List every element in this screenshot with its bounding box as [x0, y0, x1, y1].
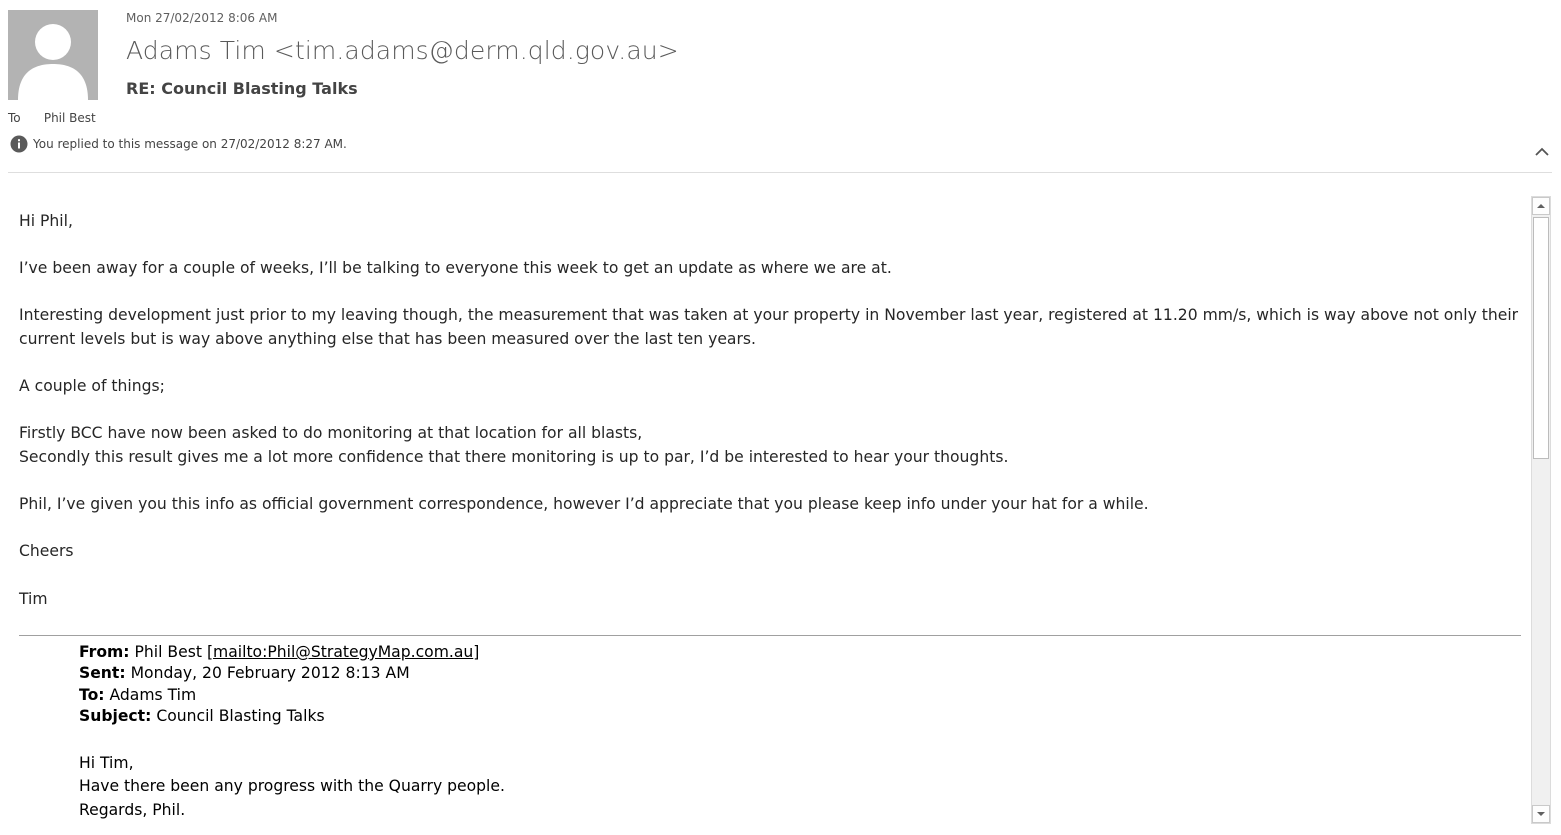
- to-label: To: [8, 111, 21, 125]
- chevron-up-icon[interactable]: [1533, 142, 1551, 160]
- quoted-from: [79, 642, 505, 663]
- paragraph-3: A couple of things;: [19, 377, 165, 396]
- bracket-open: [: [206, 643, 214, 661]
- paragraph-5: Phil, I’ve given you this info as official government correspondence, however I’d appreciate that you please keep info under your hat for a while.: [19, 495, 1149, 514]
- quoted-subject-label: Subject:: [79, 707, 152, 726]
- quoted-sent-label: Sent:: [79, 664, 126, 683]
- quoted-to-label: To:: [79, 685, 105, 704]
- quoted-sent: [79, 663, 505, 684]
- bracket-close: ]: [473, 643, 480, 661]
- info-icon: [10, 135, 28, 153]
- quoted-from-mailto-link[interactable]: mailto:Phil@StrategyMap.com.au: [213, 643, 474, 661]
- paragraph-4b: Secondly this result gives me a lot more confidence that there monitoring is up to par, I’d be interested to hear your thoughts.: [19, 447, 1009, 466]
- person-avatar-icon: [8, 10, 98, 100]
- quoted-message: [79, 642, 505, 822]
- reply-info-bar: [10, 135, 347, 153]
- quoted-body: [79, 752, 505, 823]
- closing: Cheers: [19, 542, 74, 561]
- quoted-from-name: Phil Best: [134, 643, 202, 661]
- quoted-subject-value: Council Blasting Talks: [156, 707, 325, 726]
- quoted-to-value: Adams Tim: [109, 685, 197, 704]
- sender-name[interactable]: Adams Tim <tim.adams@derm.qld.gov.au>: [126, 36, 679, 65]
- quoted-subject: [79, 706, 505, 727]
- quoted-to: [79, 685, 505, 706]
- quoted-line-2: Have there been any progress with the Quarry people.: [79, 777, 505, 796]
- scrollbar-thumb[interactable]: [1533, 217, 1549, 459]
- signature: Tim: [19, 589, 48, 608]
- scroll-down-button[interactable]: [1532, 805, 1550, 823]
- paragraph-4a: Firstly BCC have now been asked to do monitoring at that location for all blasts,: [19, 424, 643, 443]
- recipient-name[interactable]: Phil Best: [43, 111, 96, 125]
- message-date: Mon 27/02/2012 8:06 AM: [126, 11, 278, 25]
- quoted-from-label: From:: [79, 643, 130, 661]
- scroll-up-button[interactable]: [1532, 197, 1550, 215]
- header-divider: [8, 172, 1552, 173]
- reply-info-text: You replied to this message on 27/02/2012 8:27 AM.: [33, 137, 347, 151]
- paragraph-2: Interesting development just prior to my leaving though, the measurement that was taken at your property in November last year, registered at 11.20 mm/s, which is way above not only their current levels but is way above anything else that has been measured over the last ten years.: [19, 306, 1519, 348]
- quoted-line-1: Hi Tim,: [79, 753, 134, 772]
- quoted-line-3: Regards, Phil.: [79, 800, 186, 819]
- message-subject: RE: Council Blasting Talks: [126, 79, 358, 98]
- vertical-scrollbar[interactable]: [1531, 196, 1551, 824]
- greeting: Hi Phil,: [19, 212, 73, 230]
- recipient-row: [8, 111, 96, 125]
- paragraph-1: I’ve been away for a couple of weeks, I’ll be talking to everyone this week to get an update as where we are at.: [19, 259, 892, 278]
- quoted-sent-value: Monday, 20 February 2012 8:13 AM: [130, 664, 410, 683]
- quote-divider: [19, 635, 1521, 636]
- message-body[interactable]: [8, 196, 1530, 835]
- message-body-text: [19, 210, 1519, 635]
